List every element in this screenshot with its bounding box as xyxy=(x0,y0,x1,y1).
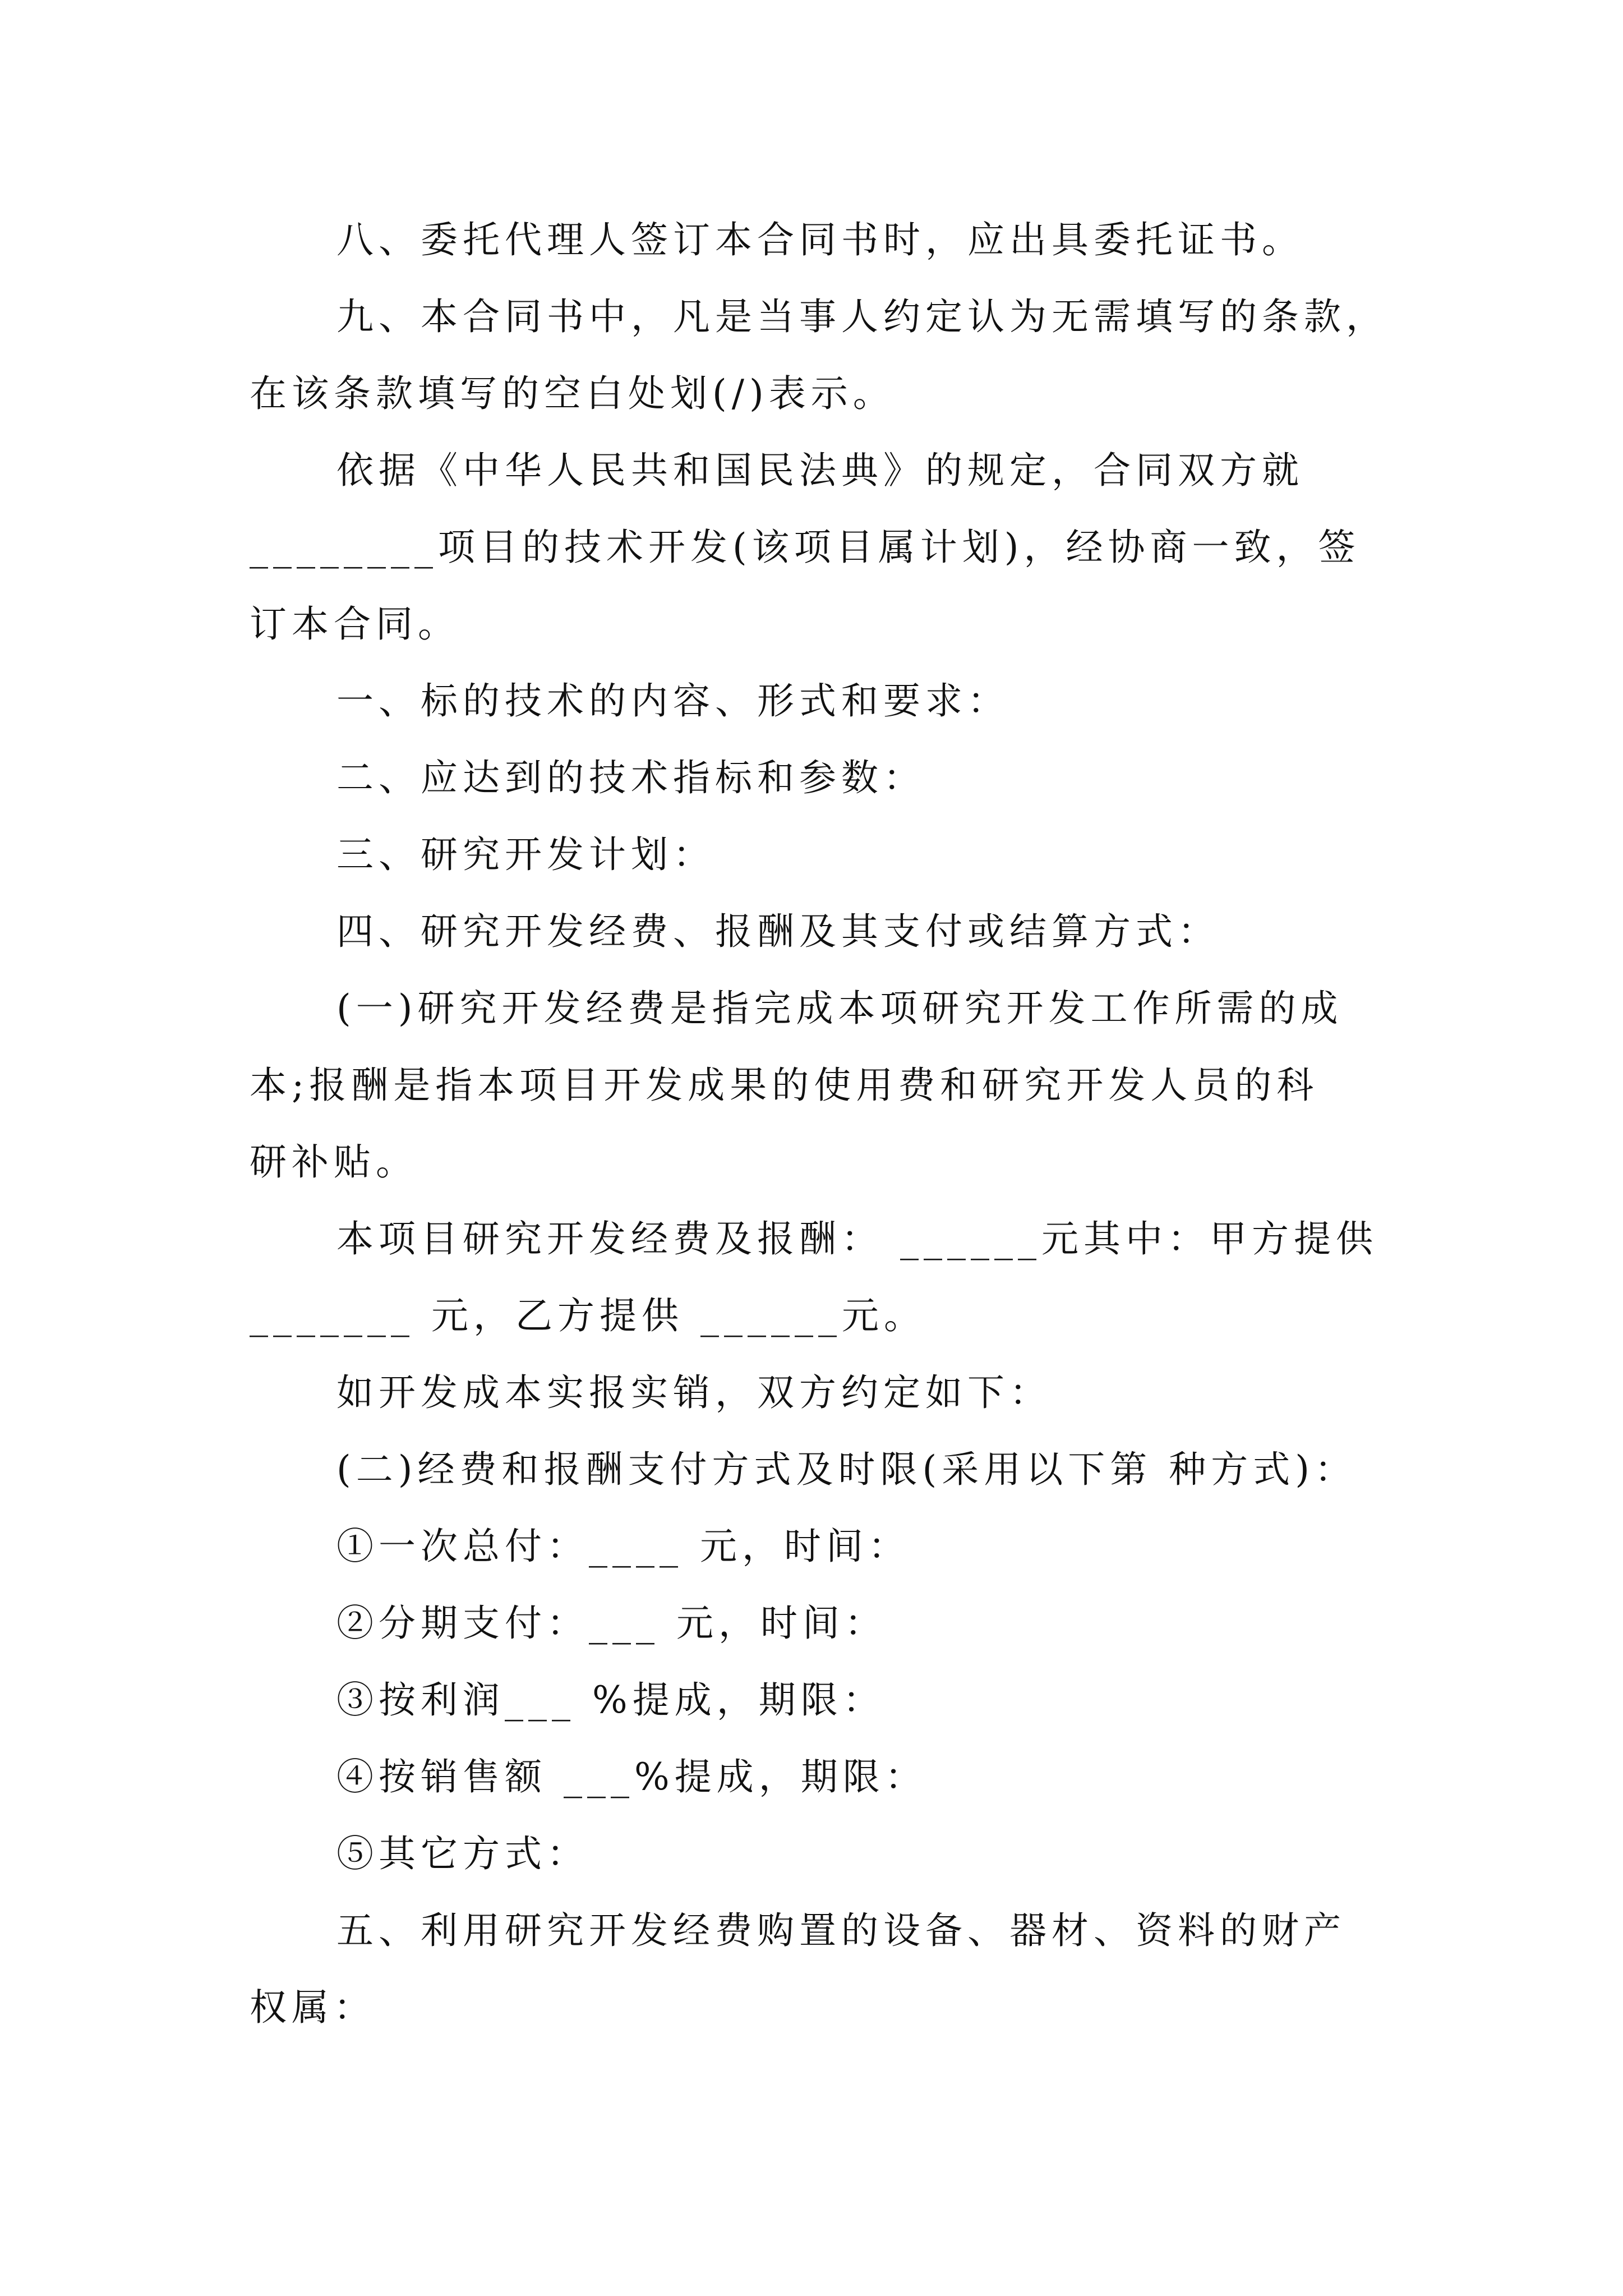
section-3-heading: 三、研究开发计划： xyxy=(336,833,715,876)
payment-option-3: ③按利润___ %提成，期限： xyxy=(336,1678,885,1722)
section-2-heading: 二、应达到的技术指标和参数： xyxy=(336,756,925,799)
preamble-line-3: 订本合同。 xyxy=(250,602,460,646)
payment-option-5: ⑤其它方式： xyxy=(336,1832,589,1875)
section-4-2-heading: (二)经费和报酬支付方式及时限(采用以下第 种方式)： xyxy=(336,1448,1357,1491)
section-5-line-2: 权属： xyxy=(250,1986,376,2029)
preamble-line-1: 依据《中华人民共和国民法典》的规定，合同双方就 xyxy=(336,449,1304,492)
section-4-1-line-1: (一)研究开发经费是指完成本项研究开发工作所需的成 xyxy=(336,987,1343,1030)
section-4-heading: 四、研究开发经费、报酬及其支付或结算方式： xyxy=(336,910,1220,953)
funding-line-2: _______ 元，乙方提供 ______元。 xyxy=(250,1294,926,1337)
clause-9-text-line-1: 九、本合同书中，凡是当事人约定认为无需填写的条款， xyxy=(336,295,1388,338)
payment-option-4: ④按销售额 ___%提成，期限： xyxy=(336,1755,927,1798)
section-4-1-line-2: 本;报酬是指本项目开发成果的使用费和研究开发人员的科 xyxy=(250,1064,1319,1107)
payment-option-2: ②分期支付：___ 元，时间： xyxy=(336,1602,887,1645)
preamble-line-2: ________项目的技术开发(该项目属计划)，经协商一致，签 xyxy=(250,526,1361,569)
clause-9-text-line-2: 在该条款填写的空白处划(/)表示。 xyxy=(250,372,895,415)
section-1-heading: 一、标的技术的内容、形式和要求： xyxy=(336,679,1009,723)
funding-line-1: 本项目研究开发经费及报酬： ______元其中：甲方提供 xyxy=(336,1217,1378,1260)
clause-8-text: 八、委托代理人签订本合同书时，应出具委托证书。 xyxy=(336,218,1304,261)
section-5-line-1: 五、利用研究开发经费购置的设备、器材、资料的财产 xyxy=(336,1909,1346,1952)
section-4-1-line-3: 研补贴。 xyxy=(250,1140,418,1184)
payment-option-1: ①一次总付：____ 元，时间： xyxy=(336,1525,910,1568)
reimbursement-line: 如开发成本实报实销，双方约定如下： xyxy=(336,1371,1052,1414)
